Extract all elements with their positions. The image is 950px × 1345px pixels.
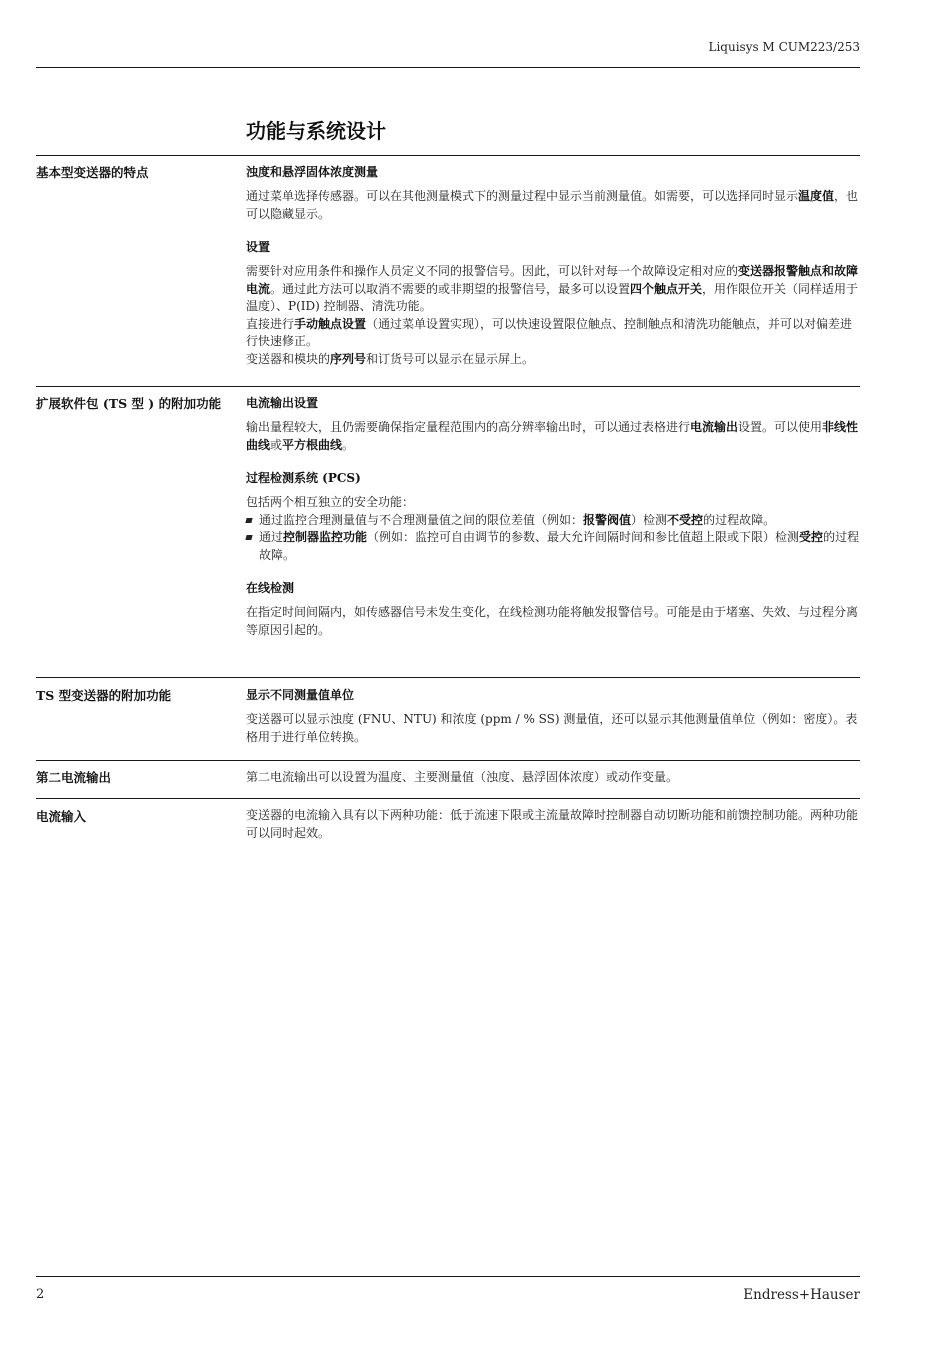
paragraph: 变送器和模块的序列号和订货号可以显示在显示屏上。: [246, 351, 535, 366]
section-label: TS 型变送器的附加功能: [36, 688, 172, 703]
section-content: [246, 394, 860, 639]
paragraph: 第二电流输出可以设置为温度、主要测量值（浊度、悬浮固体浓度）或动作变量。: [246, 770, 679, 784]
section-rule: [36, 760, 860, 761]
footer-rule: [36, 1276, 860, 1277]
brand-name: Endress+Hauser: [743, 1287, 860, 1303]
paragraph: 包括两个相互独立的安全功能：: [246, 495, 415, 509]
section-label: 第二电流输出: [36, 770, 112, 785]
bullet-square-icon: [245, 518, 252, 523]
section-label: 扩展软件包 (TS 型 ) 的附加功能: [36, 396, 222, 411]
section-rule: [36, 798, 860, 799]
list-item: 通过控制器监控功能（例如：监控可自由调节的参数、最大允许间隔时间和参比值超上限或下限）检测受控的过程故障。: [246, 529, 860, 564]
page-title: 功能与系统设计: [246, 119, 386, 143]
page-number: 2: [36, 1287, 45, 1302]
header-rule: [36, 67, 860, 68]
section-rule: [36, 386, 860, 387]
paragraph: 输出量程较大，且仍需要确保指定量程范围内的高分辨率输出时，可以通过表格进行电流输出设置。可以使用非线性曲线或平方根曲线。: [246, 420, 859, 452]
paragraph: 变送器的电流输入具有以下两种功能：低于流速下限或主流量故障时控制器自动切断功能和前馈控制功能。两种功能可以同时起效。: [246, 808, 859, 840]
paragraph: 变送器可以显示浊度 (FNU、NTU) 和浓度 (ppm / % SS) 测量值，还可以显示其他测量值单位（例如：密度）。表格用于进行单位转换。: [246, 712, 858, 744]
subheading: 设置: [246, 240, 271, 254]
paragraph: 通过菜单选择传感器。可以在其他测量模式下的测量过程中显示当前测量值。如需要，可以选择同时显示温度值，也可以隐藏显示。: [246, 189, 859, 221]
bullet-square-icon: [245, 535, 252, 540]
subheading: 浊度和悬浮固体浓度测量: [246, 165, 379, 179]
section-content: [246, 768, 860, 787]
paragraph: 直接进行手动触点设置（通过菜单设置实现），可以快速设置限位触点、控制触点和清洗功能触点，并可以对偏差进行快速修正。: [246, 316, 853, 348]
section-rule: [36, 677, 860, 678]
section-content: [246, 686, 860, 746]
section-rule: [36, 155, 860, 156]
list-item: 通过监控合理测量值与不合理测量值之间的限位差值（例如：报警阀值）检测不受控的过程故障。: [246, 512, 860, 530]
section-content: [246, 163, 860, 368]
section-label: 电流输入: [36, 809, 87, 824]
subheading: 在线检测: [246, 581, 295, 595]
paragraph: 在指定时间间隔内，如传感器信号未发生变化，在线检测功能将触发报警信号。可能是由于堵塞、失效、与过程分离等原因引起的。: [246, 605, 859, 637]
bullet-list: [246, 512, 860, 565]
section-content: [246, 807, 860, 842]
section-label: 基本型变送器的特点: [36, 165, 149, 180]
document-title: Liquisys M CUM223/253: [708, 40, 860, 54]
subheading: 过程检测系统 (PCS): [246, 471, 361, 485]
paragraph: 需要针对应用条件和操作人员定义不同的报警信号。因此，可以针对每一个故障设定相对应的变送器报警触点和故障电流。通过此方法可以取消不需要的或非期望的报警信号，最多可以设置四个触点开关，用作限位开关（同样适用于温度）、P(ID) 控制器、清洗功能。: [246, 264, 859, 313]
subheading: 电流输出设置: [246, 396, 319, 410]
subheading: 显示不同测量值单位: [246, 688, 355, 702]
